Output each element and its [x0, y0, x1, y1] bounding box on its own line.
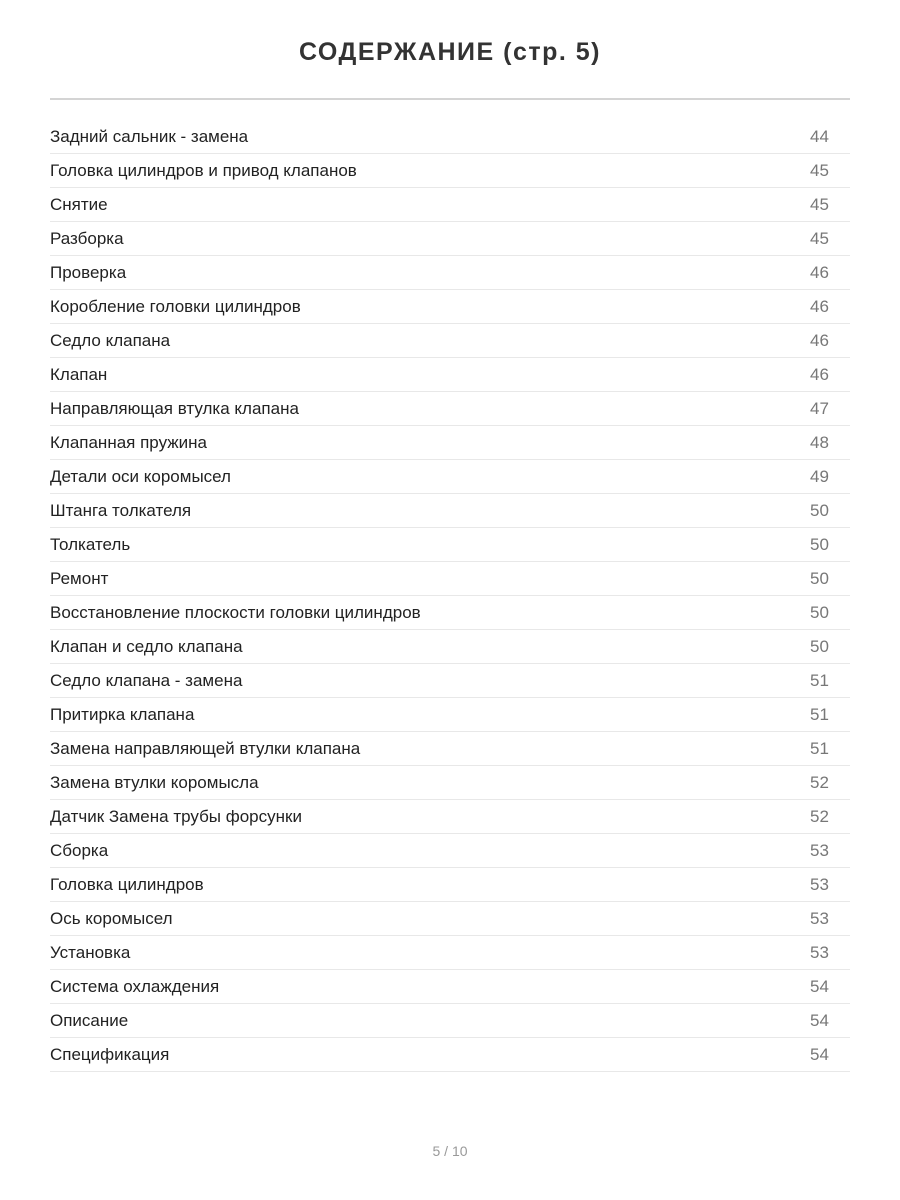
toc-entry-label: Замена направляющей втулки клапана	[50, 738, 361, 758]
toc-entry-label: Ремонт	[50, 568, 109, 588]
toc-entry-label: Спецификация	[50, 1044, 170, 1064]
toc-entry-page: 45	[810, 194, 829, 214]
toc-entry[interactable]	[50, 154, 850, 188]
toc-entry[interactable]	[50, 868, 850, 902]
toc-entry[interactable]	[50, 834, 850, 868]
toc-entry[interactable]	[50, 902, 850, 936]
toc-entry[interactable]	[50, 324, 850, 358]
toc-entry-page: 51	[810, 704, 829, 724]
toc-entry-page: 52	[810, 772, 829, 792]
toc-entry[interactable]	[50, 664, 850, 698]
toc-entry-page: 53	[810, 840, 829, 860]
toc-entry-page: 50	[810, 636, 829, 656]
toc-entry-label: Сборка	[50, 840, 109, 860]
toc-entry-label: Проверка	[50, 262, 127, 282]
toc-entry[interactable]	[50, 528, 850, 562]
toc-entry-label: Толкатель	[50, 534, 131, 554]
toc-entry-label: Штанга толкателя	[50, 500, 192, 520]
toc-entry-page: 53	[810, 942, 829, 962]
toc-entry[interactable]	[50, 256, 850, 290]
toc-entry-page: 50	[810, 534, 829, 554]
toc-entry-page: 46	[810, 296, 829, 316]
toc-entry-page: 50	[810, 568, 829, 588]
toc-entry-label: Головка цилиндров и привод клапанов	[50, 160, 357, 180]
toc-entry[interactable]	[50, 494, 850, 528]
toc-entry-label: Клапанная пружина	[50, 432, 207, 452]
toc-entry-label: Притирка клапана	[50, 704, 195, 724]
toc-entry[interactable]	[50, 698, 850, 732]
toc-entry-label: Коробление головки цилиндров	[50, 296, 301, 316]
toc-entry-label: Клапан	[50, 364, 108, 384]
toc-entry[interactable]	[50, 120, 850, 154]
page-number: 5 / 10	[432, 1143, 468, 1159]
toc-entry[interactable]	[50, 222, 850, 256]
toc-entry-page: 52	[810, 806, 829, 826]
toc-entry-page: 50	[810, 500, 829, 520]
toc-entry-label: Седло клапана	[50, 330, 171, 350]
toc-entry-label: Головка цилиндров	[50, 874, 204, 894]
toc-entry[interactable]	[50, 936, 850, 970]
toc-entry-label: Установка	[50, 942, 131, 962]
toc-entry-label: Система охлаждения	[50, 976, 220, 996]
toc-entry-page: 46	[810, 364, 829, 384]
toc-entry-page: 46	[810, 330, 829, 350]
toc-entry[interactable]	[50, 1004, 850, 1038]
toc-entry-label: Замена втулки коромысла	[50, 772, 259, 792]
toc-entry[interactable]	[50, 392, 850, 426]
toc-entry-label: Разборка	[50, 228, 124, 248]
toc-entry[interactable]	[50, 460, 850, 494]
toc-entry[interactable]	[50, 358, 850, 392]
toc-entry[interactable]	[50, 766, 850, 800]
toc-entry-label: Направляющая втулка клапана	[50, 398, 299, 418]
toc-entry[interactable]	[50, 290, 850, 324]
toc-entry[interactable]	[50, 970, 850, 1004]
toc-entry-label: Описание	[50, 1010, 129, 1030]
toc-entry-page: 48	[810, 432, 829, 452]
toc-entry[interactable]	[50, 1038, 850, 1072]
toc-entry-label: Ось коромысел	[50, 908, 173, 928]
toc-entry-page: 53	[810, 908, 829, 928]
toc-entry-page: 54	[810, 1010, 829, 1030]
toc-entry[interactable]	[50, 800, 850, 834]
toc-entry-label: Датчик Замена трубы форсунки	[50, 806, 302, 826]
toc-entry-page: 44	[810, 126, 829, 146]
toc-entry-page: 50	[810, 602, 829, 622]
toc-entry-page: 54	[810, 976, 829, 996]
toc-entry-page: 51	[810, 670, 829, 690]
toc-entry-page: 51	[810, 738, 829, 758]
toc-entry-page: 54	[810, 1044, 829, 1064]
title-divider	[50, 98, 850, 100]
toc-entry-page: 53	[810, 874, 829, 894]
toc-entry[interactable]	[50, 732, 850, 766]
toc-entry[interactable]	[50, 630, 850, 664]
toc-entry-label: Детали оси коромысел	[50, 466, 231, 486]
toc-list	[50, 120, 850, 1072]
toc-entry-label: Задний сальник - замена	[50, 126, 249, 146]
toc-entry-label: Седло клапана - замена	[50, 670, 243, 690]
toc-entry-page: 45	[810, 160, 829, 180]
page-title: СОДЕРЖАНИЕ (стр. 5)	[298, 38, 602, 66]
toc-entry[interactable]	[50, 596, 850, 630]
toc-entry-label: Восстановление плоскости головки цилиндров	[50, 602, 421, 622]
toc-entry[interactable]	[50, 188, 850, 222]
toc-entry[interactable]	[50, 426, 850, 460]
toc-entry-label: Снятие	[50, 194, 108, 214]
toc-entry-page: 49	[810, 466, 829, 486]
toc-entry-page: 45	[810, 228, 829, 248]
toc-entry-label: Клапан и седло клапана	[50, 636, 243, 656]
toc-entry[interactable]	[50, 562, 850, 596]
toc-entry-page: 46	[810, 262, 829, 282]
toc-entry-page: 47	[810, 398, 829, 418]
